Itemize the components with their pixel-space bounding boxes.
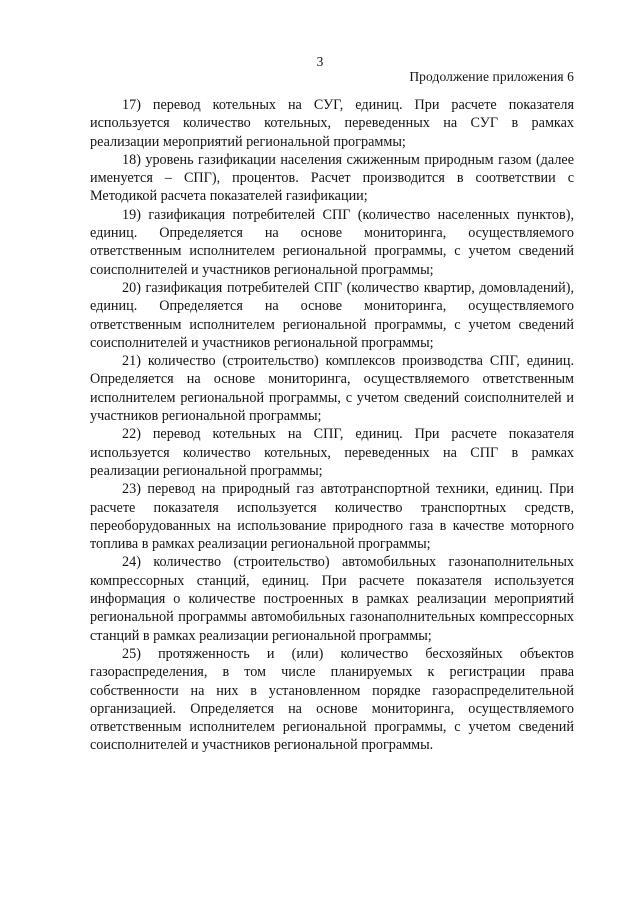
paragraph-item-18: 18) уровень газификации населения сжиженным природным газом (далее именуется – СПГ), процентов. Расчет производится в соответствии с Методикой расчета показателей газификации;	[90, 151, 574, 205]
paragraph-item-21: 21) количество (строительство) комплексов производства СПГ, единиц. Определяется на основе мониторинга, осуществляемого ответственным исполнителем региональной программы, с учетом сведений соисполнителей и участников региональной программы;	[90, 353, 574, 425]
paragraph-item-25: 25) протяженность и (или) количество бесхозяйных объектов газораспределения, в том числе планируемых к регистрации права собственности на них в установленном порядке газораспределительной организацией. Определяется на основе мониторинга, осуществляемого ответственным исполнителем региональной программы, с учетом сведений соисполнителей и участников региональной программы.	[90, 645, 574, 754]
document-body	[90, 96, 574, 755]
paragraph-item-22: 22) перевод котельных на СПГ, единиц. При расчете показателя используется количество котельных, переведенных на СПГ в рамках реализации региональной программы;	[90, 426, 574, 479]
paragraph-item-19: 19) газификация потребителей СПГ (количество населенных пунктов), единиц. Определяется на основе мониторинга, осуществляемого ответственным исполнителем региональной программы, с учетом сведений соисполнителей и участников региональной программы;	[90, 206, 574, 278]
paragraph-item-24: 24) количество (строительство) автомобильных газонаполнительных компрессорных станций, единиц. При расчете показателя используется информация о количестве построенных в рамках реализации мероприятий региональной программы автомобильных газонаполнительных компрессорных станций в рамках реализации региональной программы;	[90, 554, 574, 644]
paragraph-item-20: 20) газификация потребителей СПГ (количество квартир, домовладений), единиц. Определяется на основе мониторинга, осуществляемого ответственным исполнителем региональной программы, с учетом сведений соисполнителей и участников региональной программы;	[90, 279, 574, 351]
paragraph-item-23: 23) перевод на природный газ автотранспортной техники, единиц. При расчете показателя используется количество транспортных средств, переоборудованных на использование природного газа в качестве моторного топлива в рамках реализации региональной программы;	[90, 481, 574, 553]
paragraph-item-17: 17) перевод котельных на СУГ, единиц. При расчете показателя используется количество котельных, переведенных на СУГ в рамках реализации мероприятий региональной программы;	[90, 97, 574, 150]
appendix-continuation-note: Продолжение приложения 6	[409, 69, 574, 84]
page-number: 3	[316, 54, 324, 69]
